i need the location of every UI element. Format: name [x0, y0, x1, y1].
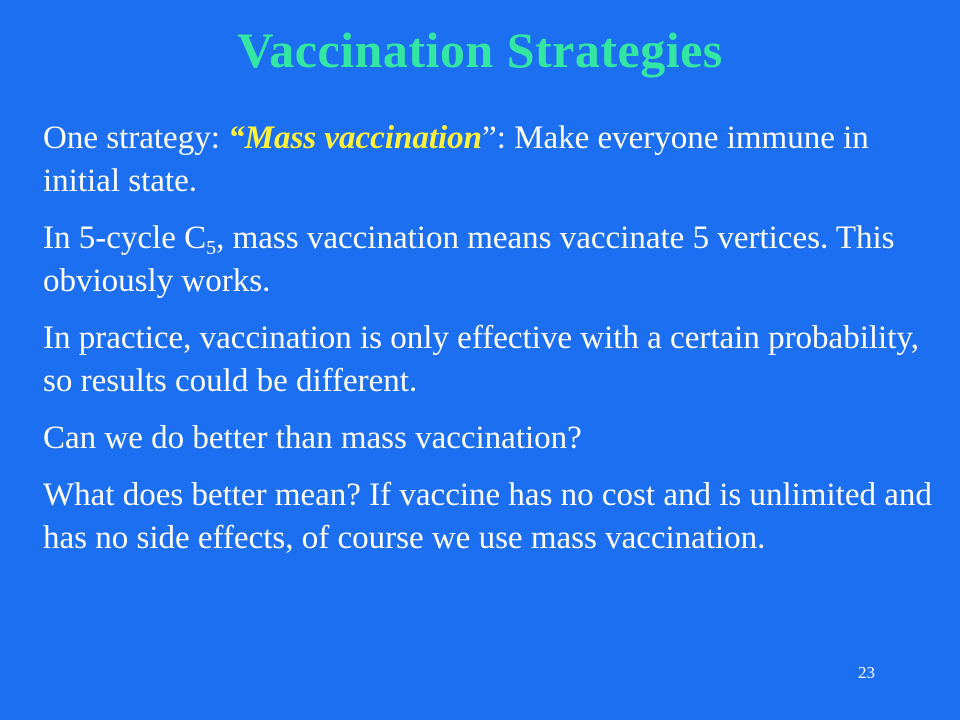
slide-body: [43, 117, 933, 574]
emphasis-mass-vaccination: Mass vaccination: [244, 120, 483, 156]
paragraph-can-we-do-better: Can we do better than mass vaccination?: [43, 420, 582, 456]
paragraph-mass-vaccination: [43, 117, 933, 203]
paragraph-text-before-subscript: In 5-cycle C: [43, 220, 207, 256]
paragraph-text-after-subscript: , mass vaccination means vaccinate 5 vertices. This obviously works.: [43, 220, 895, 299]
paragraph-in-practice: In practice, vaccination is only effective with a certain probability, so results could be different.: [43, 320, 919, 399]
paragraph-5-cycle: [43, 217, 933, 303]
open-quote: “: [228, 120, 245, 156]
paragraph-suffix: : Make everyone immune in initial state.: [43, 120, 869, 199]
close-quote: ”: [482, 120, 497, 156]
slide-title: Vaccination Strategies: [237, 22, 723, 78]
paragraph-prefix: One strategy:: [43, 120, 229, 156]
paragraph-what-does-better-mean: What does better mean? If vaccine has no cost and is unlimited and has no side effects, of course we use mass vaccination.: [43, 477, 932, 556]
subscript-5: 5: [206, 237, 217, 259]
page-number: 23: [858, 663, 875, 682]
